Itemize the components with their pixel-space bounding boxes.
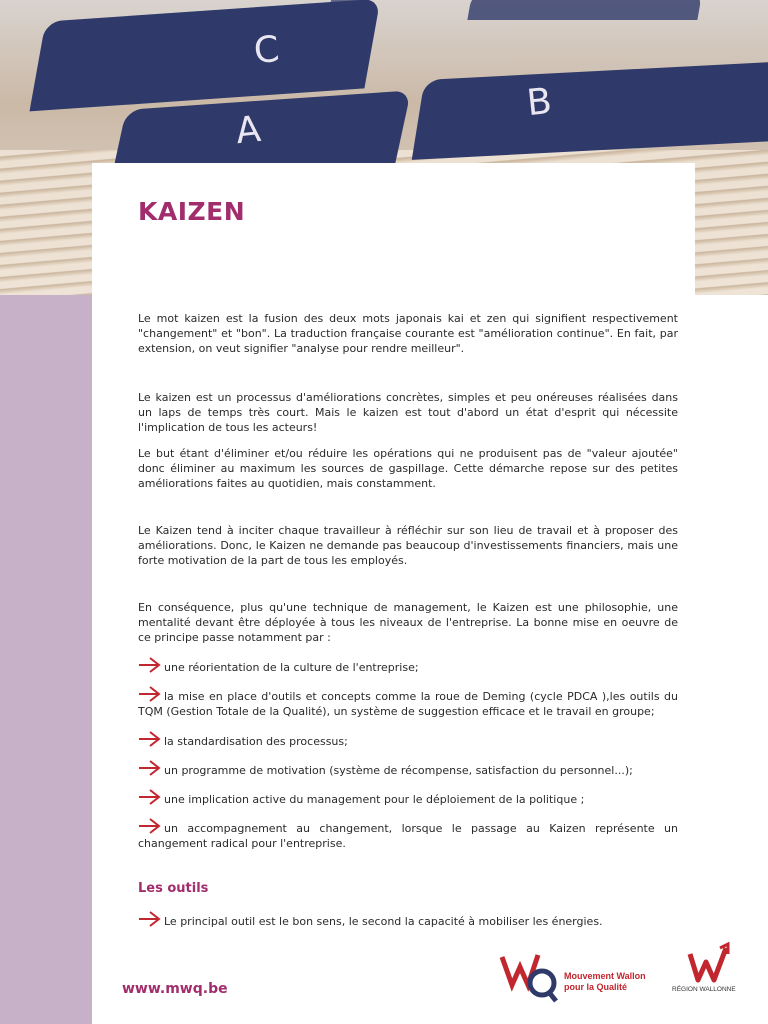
list-item	[138, 760, 678, 778]
list-item-text: une réorientation de la culture de l'entreprise;	[164, 661, 419, 674]
list-item-text: Le principal outil est le bon sens, le second la capacité à mobiliser les énergies.	[164, 915, 603, 928]
page-title: KAIZEN	[138, 197, 246, 226]
arrow-right-icon	[138, 818, 162, 834]
list-item	[138, 818, 678, 851]
mwq-logo-icon	[498, 945, 568, 1005]
card-tab-b	[412, 60, 768, 160]
arrow-right-icon	[138, 686, 162, 702]
list-item	[138, 686, 678, 719]
paragraph: Le Kaizen tend à inciter chaque travailleur à réfléchir sur son lieu de travail et à proposer des améliorations. Donc, le Kaizen ne demande pas beaucoup d'investissements financiers, mais une forte motivation de la part de tous les employés.	[138, 524, 678, 567]
arrow-right-icon	[138, 789, 162, 805]
list-item-text: la mise en place d'outils et concepts comme la roue de Deming (cycle PDCA ),les outils du TQM (Gestion Totale de la Qualité), un système de suggestion efficace et le travail en groupe;	[138, 690, 678, 718]
arrow-right-icon	[138, 911, 162, 927]
list-item-text: un accompagnement au changement, lorsque le passage au Kaizen représente un changement radical pour l'entreprise.	[138, 822, 678, 850]
list-item	[138, 657, 678, 675]
rw-logo-icon	[670, 940, 740, 984]
list-item	[138, 789, 678, 807]
tab-letter-b: B	[524, 80, 554, 125]
mwq-logo-line1: Mouvement Wallon	[564, 971, 646, 981]
list-item	[138, 911, 678, 929]
card-tab	[467, 0, 702, 20]
paragraph: Le but étant d'éliminer et/ou réduire les opérations qui ne produisent pas de "valeur ajoutée" donc éliminer au maximum les sources de gaspillage. Cette démarche repose sur des petites améliorations faites au quotidien, mais constamment.	[138, 447, 678, 490]
list-item-text: une implication active du management pour le déploiement de la politique ;	[164, 793, 585, 806]
card-tab-c	[29, 0, 380, 111]
paragraph: Le kaizen est un processus d'améliorations concrètes, simples et peu onéreuses réalisées dans un laps de temps très court. Mais le kaizen est tout d'abord un état d'esprit qui nécessite l'implication de tous les acteurs!	[138, 391, 678, 434]
arrow-right-icon	[138, 760, 162, 776]
list-item-text: un programme de motivation (système de récompense, satisfaction du personnel...);	[164, 764, 633, 777]
section-title: Les outils	[138, 881, 209, 896]
list-item-text: la standardisation des processus;	[164, 735, 348, 748]
arrow-right-icon	[138, 657, 162, 673]
rw-logo-text: RÉGION WALLONNE	[672, 986, 736, 993]
arrow-right-icon	[138, 731, 162, 747]
region-wallonne-logo	[670, 940, 740, 1000]
paragraph: Le mot kaizen est la fusion des deux mots japonais kai et zen qui signifient respectivement "changement" et "bon". La traduction française courante est "amélioration continue". En fait, par extension, on veut signifier "analyse pour rendre meilleur".	[138, 312, 678, 355]
website-link[interactable]: www.mwq.be	[122, 981, 228, 997]
list-item	[138, 731, 678, 749]
tab-letter-c: C	[251, 28, 282, 73]
tab-letter-a: A	[233, 108, 263, 153]
mwq-logo	[498, 945, 668, 1005]
side-band	[0, 295, 92, 1024]
paragraph: En conséquence, plus qu'une technique de management, le Kaizen est une philosophie, une mentalité devant être déployée à tous les niveaux de l'entreprise. La bonne mise en oeuvre de ce principe passe notamment par :	[138, 601, 678, 644]
mwq-logo-line2: pour la Qualité	[564, 982, 628, 992]
